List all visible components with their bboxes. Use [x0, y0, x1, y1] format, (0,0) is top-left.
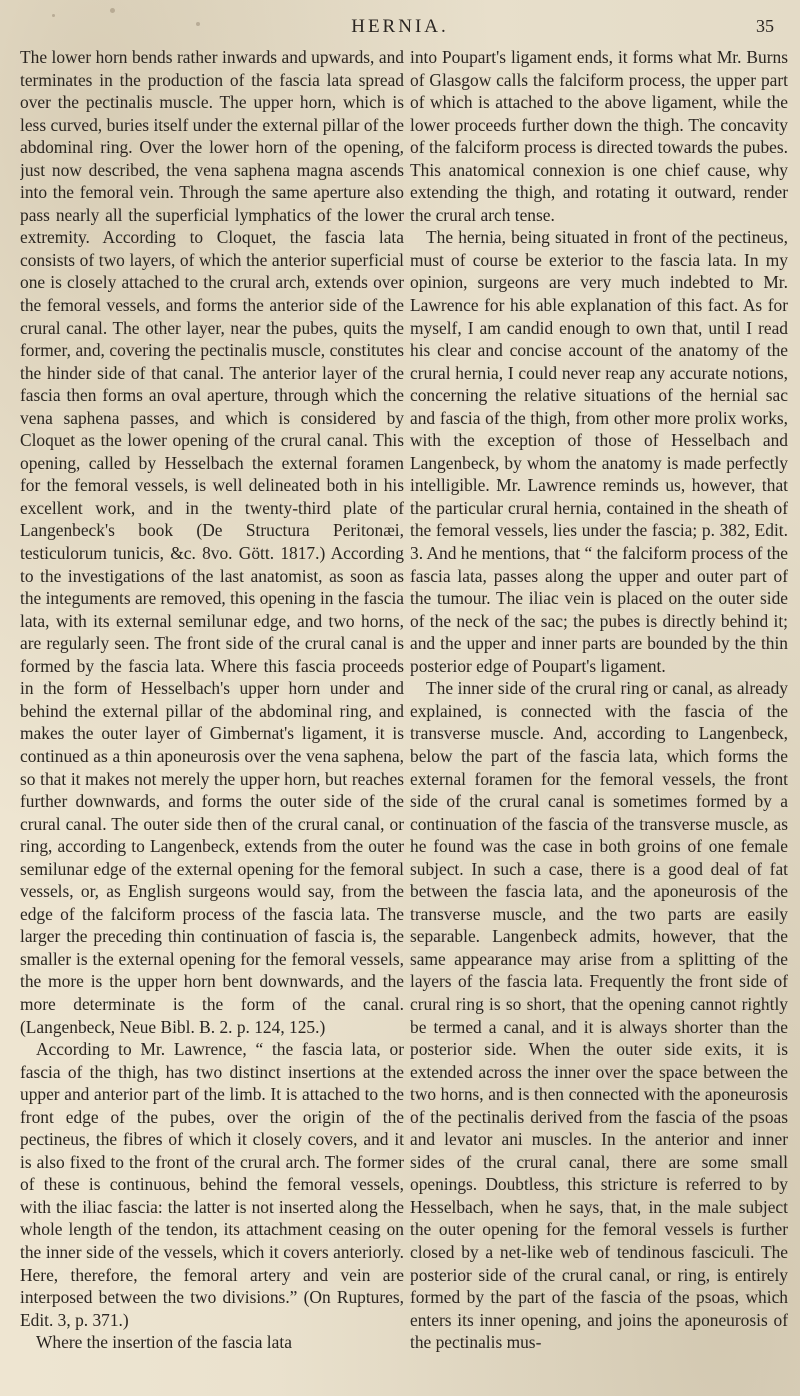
paragraph: The hernia, being situated in front of the pectineus, must of course be exterior to the fascia lata. In my opinion, surgeons are very much indebted to Mr. Lawrence for his able explanation of this fact. As for myself, I am candid enough to own that, until I read his clear and concise account of the anatomy of the crural hernia, I could never reap any accurate notions, concerning the relative situations of the hernial sac and fascia of the thigh, from other more prolix works, with the exception of those of Hesselbach and Langenbeck, by whom the anatomy is made perfectly intelligible. Mr. Lawrence reminds us, however, that the particular crural hernia, contained in the sheath of the femoral vessels, lies under the fascia; p. 382, Edit. 3. And he mentions, that “ the falciform process of the fascia lata, passes along the upper and outer part of the tumour. The iliac vein is placed on the outer side of the neck of the sac; the pubes is directly behind it; and the upper and inner parts are bounded by the thin posterior edge of Poupart's ligament.	[410, 227, 788, 676]
running-head	[0, 12, 800, 42]
paragraph: Where the insertion of the fascia lata	[36, 1332, 292, 1353]
paragraph: into Poupart's ligament ends, it forms what Mr. Burns of Glasgow calls the falciform process, the upper part of which is attached to the above ligament, while the lower proceeds further down the thigh. The concavity of the falciform process is directed towards the pubes. This anatomical connexion is one chief cause, why extending the thigh, and rotating it outward, render the crural arch tense.	[410, 47, 788, 225]
right-column	[410, 46, 788, 1384]
paragraph: The inner side of the crural ring or canal, as already explained, is connected with the fascia of the transverse muscle. And, according to Langenbeck, below the part of the fascia lata, which forms the external foramen for the femoral vessels, the front side of the crural canal is sometimes formed by a continuation of the fascia of the transverse muscle, as he found was the case in both groins of one female subject. In such a case, there is a good deal of fat between the fascia lata, and the aponeurosis of the transverse muscle, and the two parts are easily separable. Langenbeck admits, however, that the same appearance may arise from a splitting of the layers of the fascia lata. Frequently the front side of crural ring is so short, that the opening cannot rightly be termed a canal, and it is always shorter than the posterior side. When the outer side exits, it is extended across the inner over the space between the two horns, and is then connected with the aponeurosis of the pectinalis derived from the fascia of the psoas and levator ani muscles. In the anterior and inner sides of the crural canal, there are some small openings. Doubtless, this stricture is referred to by Hesselbach, when he says, that, in the male subject the outer opening for the femoral vessels is further closed by a net-like web of tendinous fasciculi. The posterior side of the crural canal, or ring, is entirely formed by the part of the fascia of the psoas, which enters its inner opening, and joins the aponeurosis of the pectinalis mus-	[410, 678, 788, 1353]
paragraph: The lower horn bends rather inwards and upwards, and terminates in the production of the fascia lata spread over the pectinalis muscle. The upper horn, which is less curved, buries itself under the external pillar of the abdominal ring. Over the lower horn of the opening, just now described, the vena saphena magna ascends into the femoral vein. Through the same aperture also pass nearly all the superficial lymphatics of the lower extremity. According to Cloquet, the fascia lata consists of two layers, of which the anterior superficial one is closely attached to the crural arch, extends over the femoral vessels, and forms the anterior side of the crural canal. The other layer, near the pubes, quits the former, and, covering the pectinalis muscle, constitutes the hinder side of that canal. The anterior layer of the fascia then forms an oval aperture, through which the vena saphena passes, and which is considered by Cloquet as the lower opening of the crural canal. This opening, called by Hesselbach the external foramen for the femoral vessels, is well delineated both in his excellent work, and in the twenty-third plate of Langenbeck's book (De Structura Peritonæi, testiculorum tunicis, &c. 8vo. Gött. 1817.) According to the investigations of the last anatomist, as soon as the integuments are removed, this opening in the fascia lata, with its external semilunar edge, and two horns, are regularly seen. The front side of the crural canal is formed by the fascia lata. Where this fascia proceeds in the form of Hesselbach's upper horn under and behind the external pillar of the abdominal ring, and makes the outer layer of Gimbernat's ligament, it is continued as a thin aponeurosis over the vena saphena, so that it makes not merely the upper horn, but reaches further downwards, and forms the outer side of the crural canal. The outer side then of the crural canal, or ring, according to Langenbeck, extends from the outer semilunar edge of the external opening for the femoral vessels, or, as English surgeons would say, from the edge of the falciform process of the fascia lata. The larger the preceding thin continuation of fascia is, the smaller is the external opening for the femoral vessels, the more is the upper horn bent downwards, and the more determinate is the form of the canal. (Langenbeck, Neue Bibl. B. 2. p. 124, 125.)	[20, 47, 404, 1037]
paragraph: According to Mr. Lawrence, “ the fascia lata, or fascia of the thigh, has two distinct insertions at the upper and anterior part of the limb. It is attached to the front edge of the pubes, over the origin of the pectineus, the fibres of which it closely covers, and it is also fixed to the front of the crural arch. The former of these is continuous, behind the femoral vessels, with the iliac fascia: the latter is not inserted along the whole length of the tendon, its attachment ceasing on the inner side of the vessels, which it covers anteriorly. Here, therefore, the femoral artery and vein are interposed between the two divisions.” (On Ruptures, Edit. 3, p. 371.)	[20, 1039, 404, 1330]
left-column	[20, 46, 404, 1384]
page-number: 35	[756, 16, 774, 36]
running-title: HERNIA.	[351, 16, 449, 37]
